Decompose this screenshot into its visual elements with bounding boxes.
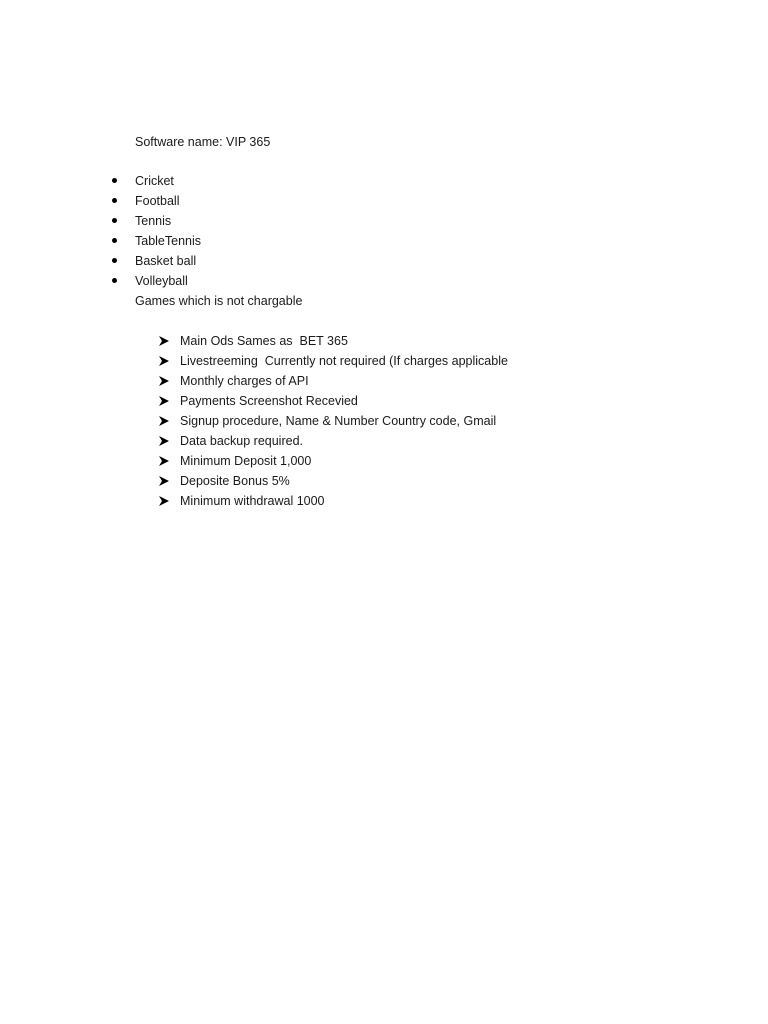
list-item-label: Football xyxy=(135,194,180,208)
bullet-icon xyxy=(112,178,117,183)
arrow-bullet-icon xyxy=(158,435,170,447)
arrow-bullet-icon xyxy=(158,495,170,507)
list-item-label: Tennis xyxy=(135,214,172,228)
arrow-bullet-icon xyxy=(158,355,170,367)
list-item xyxy=(0,173,174,193)
list-item-label: Deposite Bonus 5% xyxy=(180,474,290,488)
list-item xyxy=(0,213,172,233)
list-item-label: Signup procedure, Name & Number Country code, Gmail xyxy=(180,414,497,428)
list-item xyxy=(0,273,188,293)
section-subtitle: Games which is not chargable xyxy=(135,294,303,308)
document-title: Software name: VIP 365 xyxy=(135,135,271,149)
arrow-bullet-icon xyxy=(158,395,170,407)
arrow-bullet-icon xyxy=(158,455,170,467)
bullet-icon xyxy=(112,278,117,283)
list-item-label: Livestreeming Currently not required (If charges applicable xyxy=(180,354,508,368)
bullet-icon xyxy=(112,198,117,203)
list-item xyxy=(0,253,197,273)
list-item-label: Basket ball xyxy=(135,254,197,268)
bullet-icon xyxy=(112,218,117,223)
bullet-icon xyxy=(112,258,117,263)
list-item-label: TableTennis xyxy=(135,234,202,248)
list-item-label: Data backup required. xyxy=(180,434,303,448)
arrow-bullet-icon xyxy=(158,475,170,487)
list-item-label: Monthly charges of API xyxy=(180,374,309,388)
list-item-label: Payments Screenshot Recevied xyxy=(180,394,358,408)
list-item-label: Volleyball xyxy=(135,274,188,288)
bullet-icon xyxy=(112,238,117,243)
list-item-label: Minimum Deposit 1,000 xyxy=(180,454,312,468)
arrow-bullet-icon xyxy=(158,335,170,347)
list-item-label: Cricket xyxy=(135,174,174,188)
list-item-label: Main Ods Sames as BET 365 xyxy=(180,334,348,348)
list-item xyxy=(0,193,180,213)
list-item xyxy=(0,233,202,253)
arrow-bullet-icon xyxy=(158,375,170,387)
list-item-label: Minimum withdrawal 1000 xyxy=(180,494,325,508)
list-item xyxy=(0,493,325,557)
arrow-bullet-icon xyxy=(158,415,170,427)
